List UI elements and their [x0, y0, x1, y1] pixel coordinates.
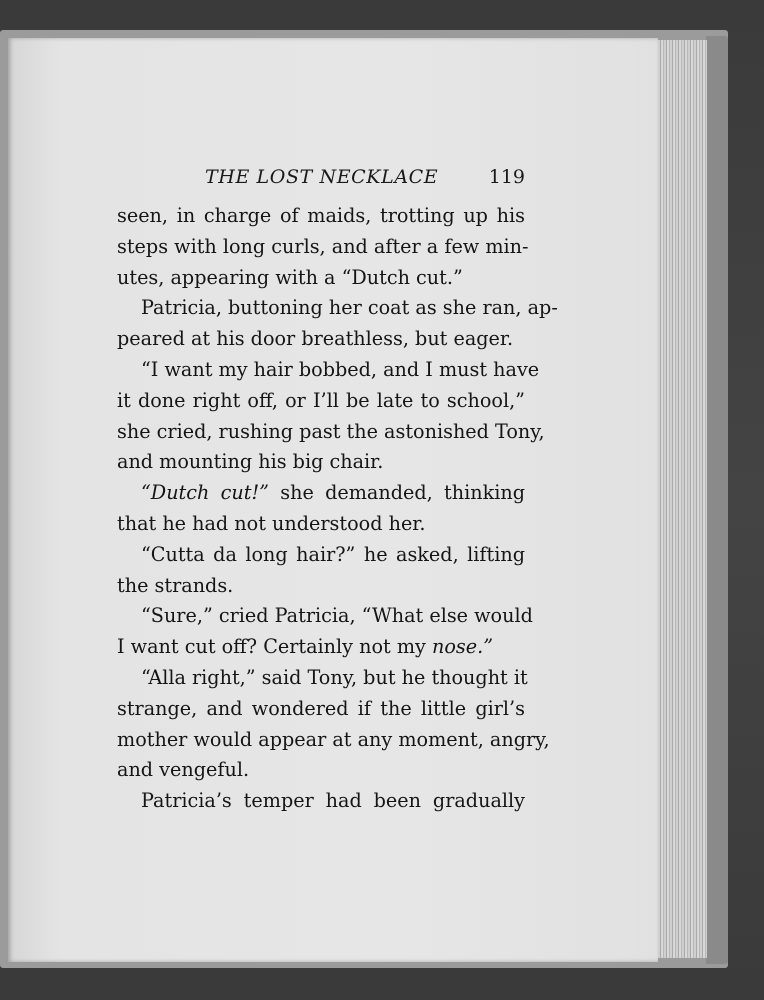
- italic-text: “Dutch cut!”: [141, 481, 269, 505]
- text-segment: utes, appearing with a “Dutch cut.”: [117, 265, 463, 289]
- text-line: [117, 232, 529, 263]
- italic-text: nose.”: [431, 635, 494, 659]
- text-segment: and vengeful.: [117, 758, 250, 782]
- text-line: [117, 540, 525, 571]
- text-segment: that he had not understood her.: [117, 511, 426, 535]
- text-line: [117, 725, 550, 756]
- text-line: [117, 324, 525, 355]
- text-segment: “Sure,” cried Patricia, “What else would: [141, 604, 533, 628]
- text-segment: and mounting his big chair.: [117, 450, 384, 474]
- page-edges: [655, 40, 707, 958]
- text-segment: mother would appear at any moment, angry,: [117, 727, 550, 751]
- page-number: 119: [488, 166, 525, 188]
- text-segment: she cried, rushing past the astonished Tony,: [117, 419, 545, 443]
- text-line: [117, 386, 525, 417]
- text-segment: strange, and wondered if the little girl’s: [117, 696, 525, 720]
- text-segment: “I want my hair bobbed, and I must have: [141, 357, 540, 381]
- text-segment: she demanded, thinking: [268, 481, 525, 505]
- text-line: [117, 571, 525, 602]
- text-line: [117, 694, 525, 725]
- text-line: [117, 663, 528, 694]
- text-line: [117, 601, 533, 632]
- text-segment: the strands.: [117, 573, 234, 597]
- text-line: [117, 355, 540, 386]
- text-segment: seen, in charge of maids, trotting up his: [117, 204, 525, 227]
- body-text: [117, 201, 558, 817]
- text-segment: it done right off, or I’ll be late to school,”: [117, 388, 525, 412]
- text-line: [117, 417, 545, 448]
- text-line: [117, 293, 558, 324]
- text-segment: Patricia’s temper had been gradually: [141, 789, 525, 813]
- text-segment: “Alla right,” said Tony, but he thought it: [141, 665, 528, 689]
- text-line: [117, 201, 525, 232]
- text-segment: I want cut off? Certainly not my: [117, 635, 432, 659]
- text-line: [117, 447, 525, 478]
- text-line: [117, 755, 525, 786]
- book-cover-edge: [706, 36, 728, 964]
- text-line: [117, 786, 525, 817]
- running-title: THE LOST NECKLACE: [205, 166, 439, 188]
- text-segment: “Cutta da long hair?” he asked, lifting: [141, 542, 525, 566]
- text-segment: steps with long curls, and after a few min-: [117, 234, 529, 258]
- page-header: [117, 166, 525, 194]
- text-line: [117, 509, 525, 540]
- text-line: [117, 263, 525, 294]
- text-line: [117, 632, 525, 663]
- text-line: [117, 478, 525, 509]
- text-segment: peared at his door breathless, but eager.: [117, 327, 514, 351]
- text-segment: Patricia, buttoning her coat as she ran, ap-: [141, 296, 558, 320]
